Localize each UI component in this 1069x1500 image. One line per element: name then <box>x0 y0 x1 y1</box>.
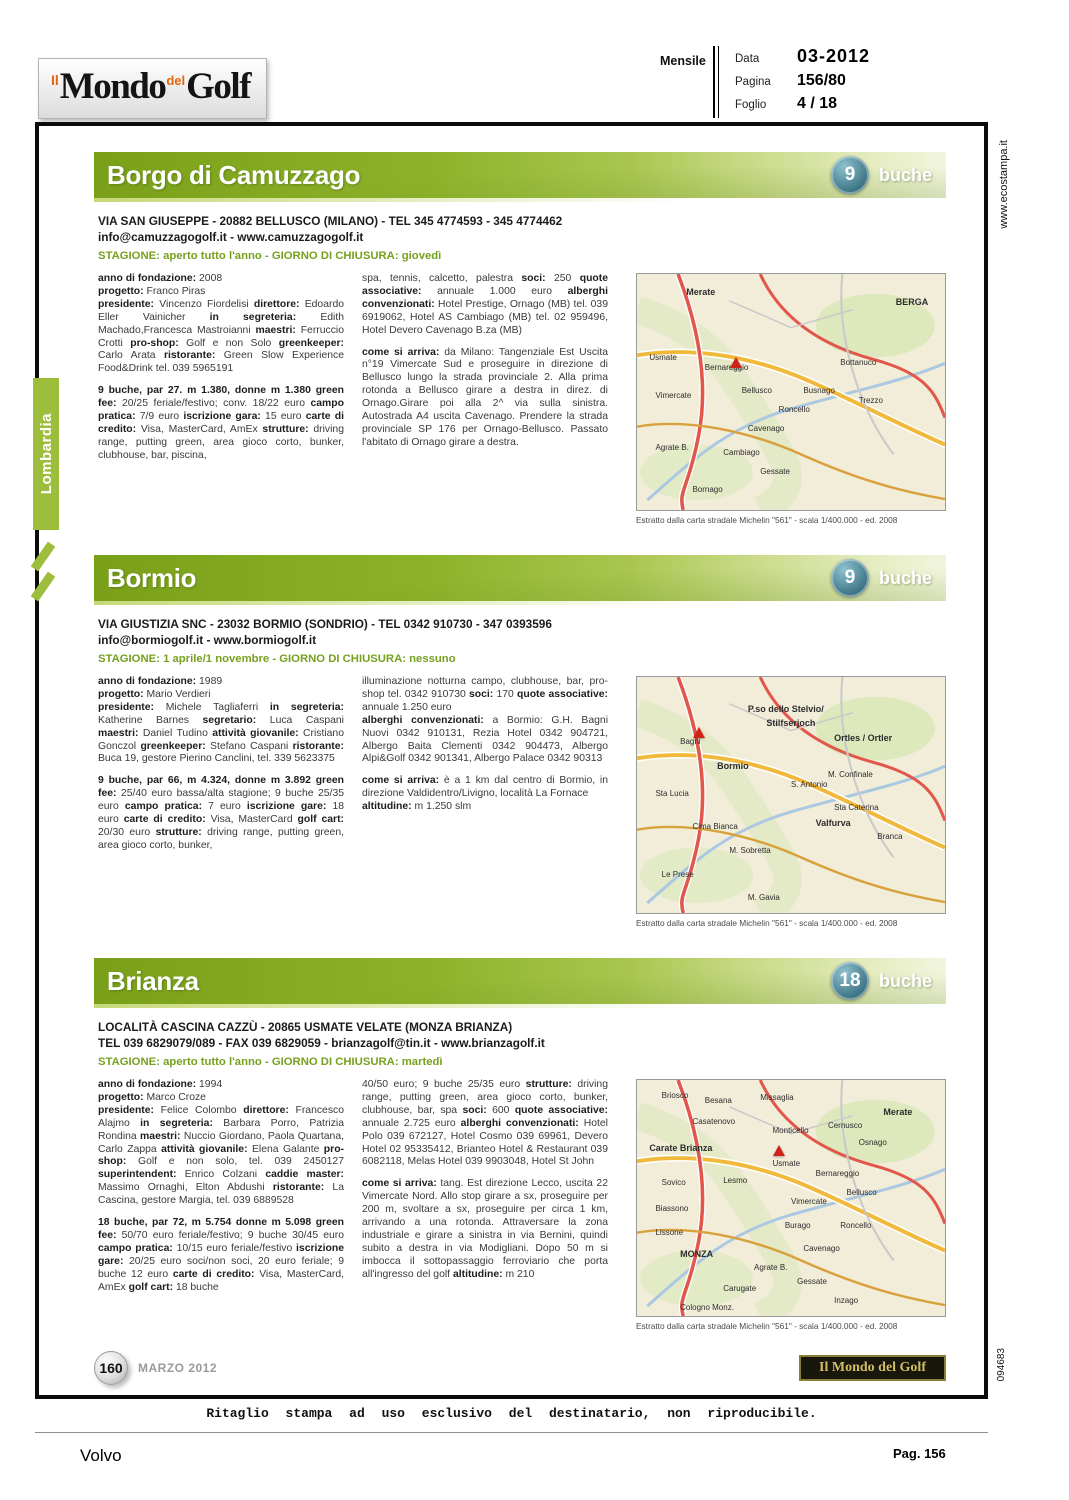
course-map <box>636 1079 946 1331</box>
paragraph: presidente: Michele Tagliaferri in segreteria: Katherine Barnes segretario: Luca Caspani maestri: Daniel Tudino attività giovanile: Cristiano Gonczol greenkeeper: Stefano Caspani ristorante: Buca 19, gestore Pierino Canclini, tel. 339 5623375 <box>98 701 344 765</box>
map-label: MONZA <box>680 1248 714 1259</box>
holes-count: 9 <box>844 567 856 588</box>
clipping-meta-box <box>718 46 990 118</box>
map-label: Sta Lucia <box>655 789 689 799</box>
brand-badge: Il Mondo del Golf <box>799 1355 946 1381</box>
info-column-1 <box>94 1079 344 1295</box>
map-label: Bellusco <box>846 1187 877 1197</box>
clipping-frame <box>35 122 988 1399</box>
paragraph: illuminazione notturna campo, clubhouse, bar, pro-shop tel. 0342 910730 soci: 170 quote associative: annuale 1.250 euro <box>362 676 608 713</box>
course-body <box>94 273 946 525</box>
paragraph: spa, tennis, calcetto, palestra soci: 250 quote associative: annuale 1.000 euro alberghi convenzionati: Hotel Prestige, Ornago (MB) tel. 039 6919062, Hotel AS Cambiago (MB) tel. 02 959496, Hotel Devero Cavenago B.za (MB) <box>362 273 608 336</box>
map-label: Cambiago <box>723 447 760 457</box>
map-label: Vimercate <box>655 391 692 400</box>
info-column-2 <box>358 676 608 814</box>
paragraph: STAGIONE: aperto tutto l'anno - GIORNO DI CHIUSURA: giovedì <box>98 250 442 262</box>
map-label: Besana <box>704 1095 732 1105</box>
paragraph: alberghi convenzionati: a Bormio: G.H. Bagni Nuovi 0342 910131, Rezia Hotel 0342 904721, Albergo Baita Clementi 0342 904473, Albergo Alpi&Golf 0342 901341, Albergo Palace 0342 90313 <box>362 714 609 765</box>
map-label: Usmate <box>649 353 677 363</box>
map-label: Roncello <box>840 1220 872 1230</box>
course-address <box>98 1019 946 1051</box>
section-banner <box>94 555 946 601</box>
divider-rule <box>35 1432 988 1433</box>
map-label: Bernareggio <box>815 1168 860 1178</box>
map-caption: Estratto dalla carta stradale Michelin "561" - scala 1/400.000 - ed. 2008 <box>636 515 898 525</box>
meta-row-data <box>735 46 990 67</box>
map-label: Bernareggio <box>704 362 749 372</box>
map-label: Missaglia <box>760 1093 794 1103</box>
info-column-2 <box>358 273 608 450</box>
info-column-1 <box>94 273 344 463</box>
season-line <box>98 248 946 264</box>
paragraph: STAGIONE: aperto tutto l'anno - GIORNO DI CHIUSURA: martedì <box>98 1056 443 1068</box>
info-column-1 <box>94 676 344 853</box>
ecostampa-url: www.ecostampa.it <box>998 140 1010 229</box>
paragraph: anno di fondazione: 1989 <box>98 676 223 687</box>
page-number: 160 <box>99 1360 123 1376</box>
holes-badge-circle <box>831 559 869 597</box>
map-label: Bellusco <box>741 386 772 396</box>
map-label: Cavenago <box>803 1244 840 1254</box>
meta-label: Foglio <box>735 99 767 111</box>
paragraph: 40/50 euro; 9 buche 25/35 euro strutture: driving range, putting green, area gioco corto, bunker, clubhouse, bar, spa soci: 600 quote associative: annuale 2.725 euro alberghi convenzionati: Hotel Polo 039 672127, Hotel Cosmo 039 69961, Devero Hotel 02 95335412, Brianteo Hotel & Restaurant 039 6082118, Melas Hotel 039 9903048, Hotel St John <box>362 1079 608 1168</box>
map-label: Sta Caterina <box>834 803 879 813</box>
holes-badge-circle <box>831 156 869 194</box>
logo-mondo: Mondo <box>59 66 166 107</box>
course-address <box>98 213 946 245</box>
map-label: Casatenovo <box>692 1116 736 1126</box>
map-label: Branca <box>877 831 903 841</box>
course-head <box>98 1019 946 1070</box>
paragraph: progetto: Mario Verdieri <box>98 688 211 700</box>
map-caption: Estratto dalla carta stradale Michelin "561" - scala 1/400.000 - ed. 2008 <box>636 1321 898 1331</box>
season-line <box>98 651 946 667</box>
course-title: Brianza <box>107 965 199 996</box>
logo-golf: Golf <box>186 66 251 107</box>
paragraph: progetto: Franco Piras <box>98 285 206 297</box>
address-line: LOCALITÀ CASCINA CAZZÙ - 20865 USMATE VELATE (MONZA BRIANZA) <box>98 1020 513 1034</box>
golf-location-marker <box>773 1145 785 1156</box>
map-label: Lissone <box>655 1227 684 1237</box>
map-label: Burago <box>784 1220 811 1230</box>
region-tab-label: Lombardia <box>37 413 55 495</box>
paragraph: 9 buche, par 66, m 4.324, donne m 3.892 green fee: 25/40 euro bassa/alta stagione; 9 buche 25/35 euro campo pratica: 7 euro iscrizione gare: 18 euro carte di credito: Visa, MasterCard golf cart: 20/30 euro strutture: driving range, putting green, area gioco corto, bunker, <box>98 775 345 851</box>
map-label: Trezzo <box>858 395 883 405</box>
map-label: Vimercate <box>791 1197 827 1206</box>
meta-row-foglio <box>735 95 990 113</box>
holes-indicator <box>831 559 932 597</box>
golf-location-marker <box>693 727 705 738</box>
course-title: Bormio <box>107 562 197 593</box>
map-label: Monticello <box>772 1126 809 1136</box>
paragraph: presidente: Felice Colombo direttore: Francesco Alajmo in segreteria: Barbara Porro, Patrizia Rondina maestri: Nuccio Giordano, Paola Quartana, Carlo Zappa attività giovanile: Elena Galante pro-shop: Golf e non solo, tel. 039 2450127 superintendent: Enrico Colzani caddie master: Massimo Ornaghi, Elton Abdushi ristorante: La Cascina, gestore Margia, tel. 039 6889528 <box>98 1104 344 1207</box>
holes-count: 18 <box>839 970 861 991</box>
clipping-code: 094683 <box>996 1348 1007 1382</box>
paragraph: 18 buche, par 72, m 5.754 donne m 5.098 green fee: 50/70 euro feriale/festivo; 9 buche 30/45 euro campo pratica: 10/15 euro feriale/festivo iscrizione gare: 20/25 euro soci/non soci, 20 euro feriale; 9 buche 12 euro carte di credito: Visa, MasterCard, AmEx golf cart: 18 buche <box>98 1217 344 1293</box>
course-head <box>98 213 946 264</box>
map-label: Bormio <box>717 760 749 771</box>
map-caption: Estratto dalla carta stradale Michelin "561" - scala 1/400.000 - ed. 2008 <box>636 918 898 928</box>
paragraph: progetto: Marco Croze <box>98 1091 206 1103</box>
golf-location-marker <box>730 357 742 368</box>
paragraph: STAGIONE: 1 aprile/1 novembre - GIORNO DI CHIUSURA: nessuno <box>98 653 456 665</box>
course-address <box>98 616 946 648</box>
paragraph: anno di fondazione: 1994 <box>98 1079 223 1090</box>
golf-ball-icon <box>94 1351 128 1385</box>
logo-il: Il <box>51 72 59 88</box>
course-title: Borgo di Camuzzago <box>107 159 361 190</box>
course-head <box>98 616 946 667</box>
map-label: Briosco <box>661 1090 689 1100</box>
address-line: TEL 039 6829079/089 - FAX 039 6829059 - brianzagolf@tin.it - www.brianzagolf.it <box>98 1036 545 1050</box>
map-label: Lesmo <box>723 1175 748 1185</box>
map-label: Agrate B. <box>754 1263 788 1273</box>
section-banner <box>94 152 946 198</box>
advertiser-name: Volvo <box>80 1446 122 1465</box>
map-label: Cernusco <box>827 1121 863 1131</box>
map-label: BERGA <box>895 296 929 307</box>
course-section <box>94 958 946 1331</box>
map-label: Gessate <box>760 466 790 476</box>
paragraph: presidente: Vincenzo Fiordelisi direttore: Edoardo Eller Vainicher in segreteria: Edith Machado,Francesca Mastroianni maestri: Ferruccio Crotti pro-shop: Golf e non Solo greenkeeper: Carlo Arata ristorante: Green Slow Experience Food&Drink tel. 039 5965191 <box>98 298 345 375</box>
map-label: Le Prese <box>661 869 694 879</box>
meta-label: Data <box>735 53 760 65</box>
course-map <box>636 676 946 928</box>
holes-badge-circle <box>831 962 869 1000</box>
map-label: Merate <box>883 1107 913 1118</box>
season-line <box>98 1054 946 1070</box>
course-body <box>94 676 946 928</box>
map-label: Osnago <box>858 1138 887 1147</box>
paragraph: come si arriva: è a 1 km dal centro di Bormio, in direzione Valdidentro/Livigno, località La Fornace <box>362 775 609 800</box>
paragraph: come si arriva: da Milano: Tangenziale Est Uscita n°19 Vimercate Sud e proseguire in direzione di Bellusco lungo la strada provinciale 2. Alla prima rotonda a Bellusco girare a destra in direz. di Ornago.Girare poi alla 2^ via sulla sinistra. Autostrada A4 uscita Cavenago. Prendere la strada provinciale SP 176 per Ornago-Bellusco. Passato l'abitato di Ornago girare a destra. <box>362 346 608 448</box>
address-line: info@bormiogolf.it - www.bormiogolf.it <box>98 633 317 647</box>
holes-label: buche <box>878 567 932 588</box>
map-label: Ortles / Ortler <box>834 732 893 743</box>
course-section <box>94 152 946 525</box>
holes-label: buche <box>878 164 932 185</box>
magazine-logo <box>38 58 267 119</box>
map-label: Bagni <box>680 737 701 747</box>
paragraph: anno di fondazione: 2008 <box>98 273 223 284</box>
meta-value-page: 156/80 <box>797 72 846 89</box>
map-label: Carate Brianza <box>649 1142 713 1153</box>
course-map <box>636 273 946 525</box>
periodicity-label: Mensile <box>660 54 706 68</box>
holes-indicator <box>831 962 932 1000</box>
section-banner <box>94 958 946 1004</box>
map-label: Roncello <box>778 405 810 415</box>
map-label: Cima Bianca <box>692 822 738 832</box>
frame-footer <box>94 1351 946 1385</box>
course-section <box>94 555 946 928</box>
map-image <box>636 273 946 511</box>
map-label: Valfurva <box>815 817 851 828</box>
address-line: info@camuzzagogolf.it - www.camuzzagogolf.it <box>98 230 364 244</box>
map-label: Carugate <box>723 1284 757 1294</box>
map-label: P.so dello Stelvio/ <box>747 704 824 715</box>
map-label: Usmate <box>772 1159 801 1169</box>
map-image <box>636 1079 946 1317</box>
meta-label: Pagina <box>735 76 771 88</box>
holes-label: buche <box>878 970 932 991</box>
holes-count: 9 <box>844 164 856 185</box>
address-line: VIA GIUSTIZIA SNC - 23032 BORMIO (SONDRIO) - TEL 0342 910730 - 347 0393596 <box>98 617 552 631</box>
map-label: Merate <box>686 287 716 298</box>
map-label: Stilfserjoch <box>766 718 816 729</box>
map-label: Bornago <box>692 485 723 495</box>
region-tab-lombardia <box>33 378 59 530</box>
map-label: Gessate <box>797 1277 827 1287</box>
meta-value-date: 03-2012 <box>797 46 871 66</box>
page-reference: Pag. 156 <box>893 1446 946 1461</box>
map-label: Biassono <box>655 1204 689 1214</box>
map-label: Inzago <box>834 1296 859 1306</box>
course-sections <box>94 152 946 1331</box>
map-label: Cavenago <box>747 424 785 434</box>
map-label: Cologno Monz. <box>680 1303 734 1313</box>
address-line: VIA SAN GIUSEPPE - 20882 BELLUSCO (MILANO) - TEL 345 4774593 - 345 4774462 <box>98 214 563 228</box>
course-body <box>94 1079 946 1331</box>
map-label: M. Gavia <box>747 893 780 903</box>
reproduction-disclaimer: Ritaglio stampa ad uso esclusivo del destinatario, non riproducibile. <box>206 1406 817 1421</box>
paragraph: altitudine: m 1.250 slm <box>362 801 472 813</box>
map-label: S. Antonio <box>791 779 828 789</box>
paragraph: 9 buche, par 27. m 1.380, donne m 1.380 green fee: 20/25 feriale/festivo; conv. 18/22 euro campo pratica: 7/9 euro iscrizione gara: 15 euro carte di credito: Visa, MasterCard, AmEx strutture: driving range, putting green, area gioco corto, bunker, clubhouse, bar, piscina, <box>98 385 345 461</box>
footer-left <box>94 1351 217 1385</box>
map-label: Agrate B. <box>655 442 689 452</box>
issue-date: MARZO 2012 <box>138 1361 218 1375</box>
map-label: Busnago <box>803 386 835 396</box>
info-column-2 <box>358 1079 608 1282</box>
map-label: Sovico <box>661 1178 686 1188</box>
map-label: M. Confinale <box>827 770 873 780</box>
meta-value-sheet: 4 / 18 <box>797 95 838 112</box>
meta-row-pagina <box>735 72 990 90</box>
map-image <box>636 676 946 914</box>
map-label: M. Sobretta <box>729 845 771 855</box>
holes-indicator <box>831 156 932 194</box>
paragraph: come si arriva: tang. Est direzione Lecco, uscita 22 Vimercate Nord. Allo stop girare a sx, proseguire per 200 m, svoltare a sx, proseguire per circa 1 km, arrivando a una rotonda. Attraversare la zona industriale e girare a sinistra in via Bernini, quindi subito a destra in via Modigliani. Dopo 50 m si imbocca il sottopassaggio ferroviario che porta all'ingresso del golf altitudine: m 210 <box>362 1178 608 1280</box>
logo-del: del <box>166 73 186 88</box>
map-label: Bottanuco <box>840 357 877 367</box>
